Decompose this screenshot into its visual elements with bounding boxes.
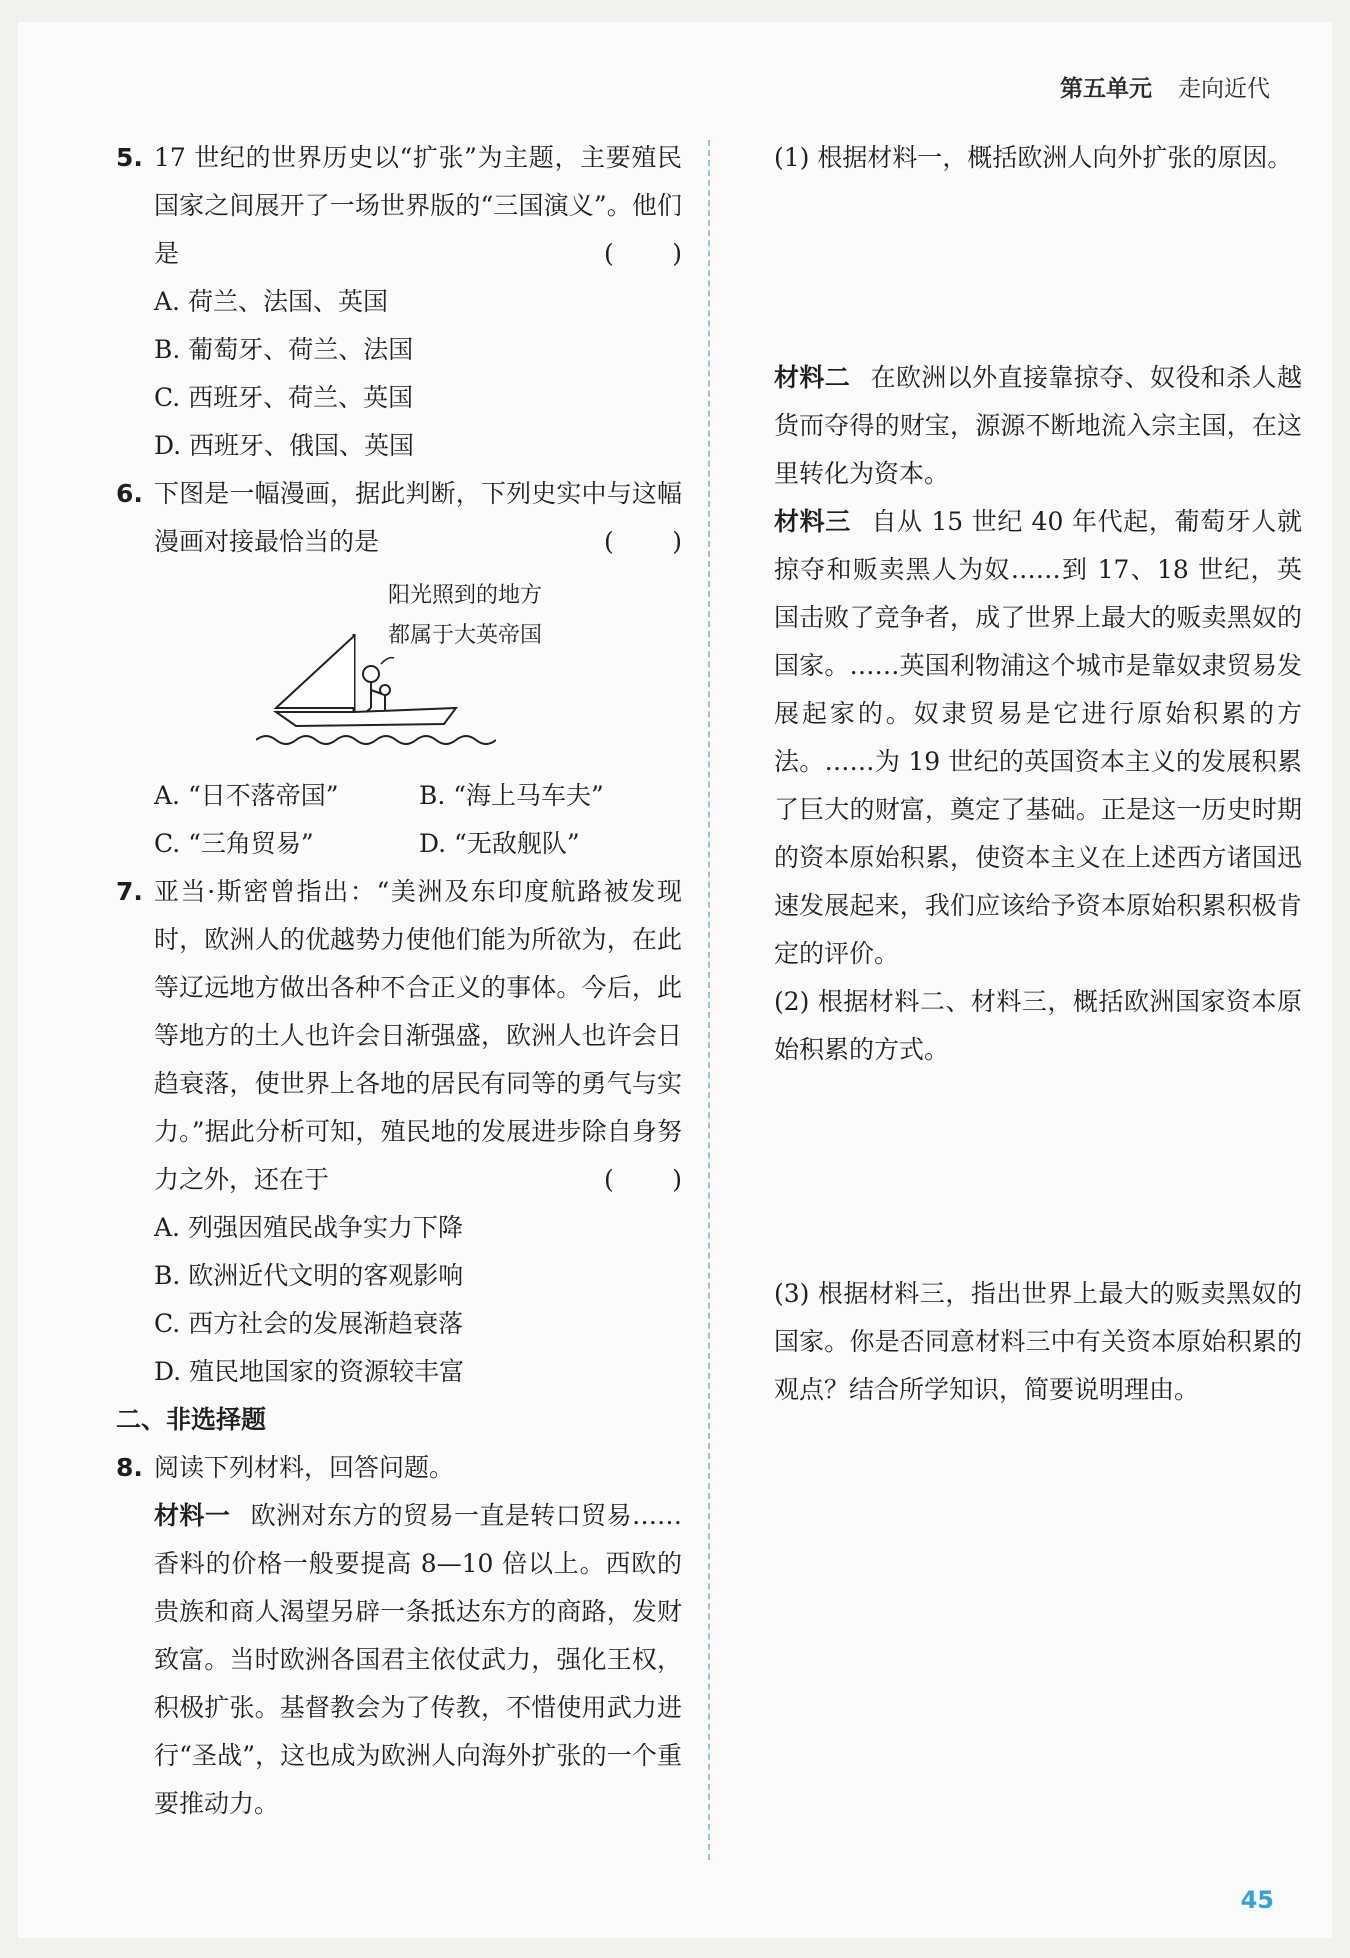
left-column: [116, 134, 682, 1828]
option-d: D. 殖民地国家的资源较丰富: [154, 1357, 465, 1386]
speech-caption-line1: 阳光照到的地方: [388, 583, 543, 608]
material-label: 材料一: [154, 1501, 231, 1530]
speech-caption-line2: 都属于大英帝国: [388, 623, 543, 648]
bracket-open: (: [604, 1165, 614, 1194]
question-number: 8.: [116, 1453, 143, 1482]
option-c: C. 西班牙、荷兰、英国: [154, 383, 414, 412]
option-d: D. “无敌舰队”: [419, 829, 580, 858]
bracket-close: ): [672, 239, 682, 268]
bracket-open: (: [604, 527, 614, 556]
options-row-1: [116, 772, 682, 820]
material-text: 在欧洲以外直接靠掠夺、奴役和杀人越货而夺得的财宝，源源不断地流入宗主国，在这里转化为资本。: [774, 363, 1302, 488]
material-1: [116, 1492, 682, 1828]
material-text: 自从 15 世纪 40 年代起，葡萄牙人就掠夺和贩卖黑人为奴……到 17、18 世纪，英国击败了竞争者，成了世界上最大的贩卖黑奴的国家。……英国利物浦这个城市是靠奴隶贸易发展起家的。奴隶贸易是它进行原始积累的方法。……为 19 世纪的英国资本主义的发展积累了巨大的财富，奠定了基础。正是这一历史时期的资本原始积累，使资本主义在上述西方诸国迅速发展起来，我们应该给予资本原始积累积极肯定的评价。: [774, 507, 1302, 968]
question-8: [116, 1444, 682, 1492]
bracket-open: (: [604, 239, 614, 268]
sub-question-1: (1) 根据材料一，概括欧洲人向外扩张的原因。: [774, 143, 1293, 172]
material-text: 欧洲对东方的贸易一直是转口贸易……香料的价格一般要提高 8—10 倍以上。西欧的贵族和商人渴望另辟一条抵达东方的商路，发财致富。当时欧洲各国君主依仗武力，强化王权，积极扩张。基督教会为了传教，不惜使用武力进行“圣战”，这也成为欧洲人向海外扩张的一个重要推动力。: [154, 1501, 682, 1818]
question-7: [116, 868, 682, 1204]
answer-bracket: [604, 1156, 682, 1204]
bracket-close: ): [672, 1165, 682, 1194]
answer-space: [774, 1074, 1302, 1270]
material-label: 材料三: [774, 507, 851, 536]
sailboat-cartoon-icon: [256, 628, 496, 758]
option-a: A. 列强因殖民战争实力下降: [154, 1213, 463, 1242]
unit-title: 走向近代: [1178, 76, 1270, 102]
option-b: B. 葡萄牙、荷兰、法国: [154, 335, 414, 364]
question-number: 7.: [116, 877, 143, 906]
unit-label: 第五单元: [1060, 76, 1152, 102]
answer-bracket: [604, 230, 682, 278]
option-b: B. 欧洲近代文明的客观影响: [154, 1261, 464, 1290]
material-2: [774, 354, 1302, 498]
question-number: 5.: [116, 143, 143, 172]
option-c: C. “三角贸易”: [154, 829, 314, 858]
question-6: [116, 470, 682, 566]
sub-question-2: (2) 根据材料二、材料三，概括欧洲国家资本原始积累的方式。: [774, 987, 1302, 1064]
option-c: C. 西方社会的发展渐趋衰落: [154, 1309, 464, 1338]
answer-bracket: [604, 518, 682, 566]
cartoon-figure: [116, 576, 682, 766]
question-5: [116, 134, 682, 278]
material-3: [774, 498, 1302, 978]
question-number: 6.: [116, 479, 143, 508]
question-stem: 阅读下列材料，回答问题。: [154, 1453, 455, 1482]
option-a: A. 荷兰、法国、英国: [154, 287, 388, 316]
section-title: 二、非选择题: [116, 1405, 267, 1434]
page-header: [1060, 70, 1270, 103]
option-b: B. “海上马车夫”: [419, 781, 604, 810]
page-number: 45: [1240, 1886, 1274, 1914]
bracket-close: ): [672, 527, 682, 556]
textbook-page: [18, 22, 1332, 1938]
column-divider: [708, 140, 710, 1860]
option-a: A. “日不落帝国”: [154, 781, 339, 810]
question-stem: 亚当·斯密曾指出：“美洲及东印度航路被发现时，欧洲人的优越势力使他们能为所欲为，在此等辽远地方做出各种不合正义的事体。今后，此等地方的土人也许会日渐强盛，欧洲人也许会日趋衰落，使世界上各地的居民有同等的勇气与实力。”据此分析可知，殖民地的发展进步除自身努力之外，还在于: [154, 877, 682, 1194]
question-stem: 17 世纪的世界历史以“扩张”为主题，主要殖民国家之间展开了一场世界版的“三国演义”。他们是: [154, 143, 682, 268]
options-row-2: [116, 820, 682, 868]
question-stem: 下图是一幅漫画，据此判断，下列史实中与这幅漫画对接最恰当的是: [154, 479, 682, 556]
material-label: 材料二: [774, 363, 851, 392]
option-d: D. 西班牙、俄国、英国: [154, 431, 415, 460]
answer-space: [774, 182, 1302, 354]
right-column: [774, 134, 1302, 1414]
sub-question-3: (3) 根据材料三，指出世界上最大的贩卖黑奴的国家。你是否同意材料三中有关资本原始积累的观点？结合所学知识，简要说明理由。: [774, 1279, 1302, 1404]
